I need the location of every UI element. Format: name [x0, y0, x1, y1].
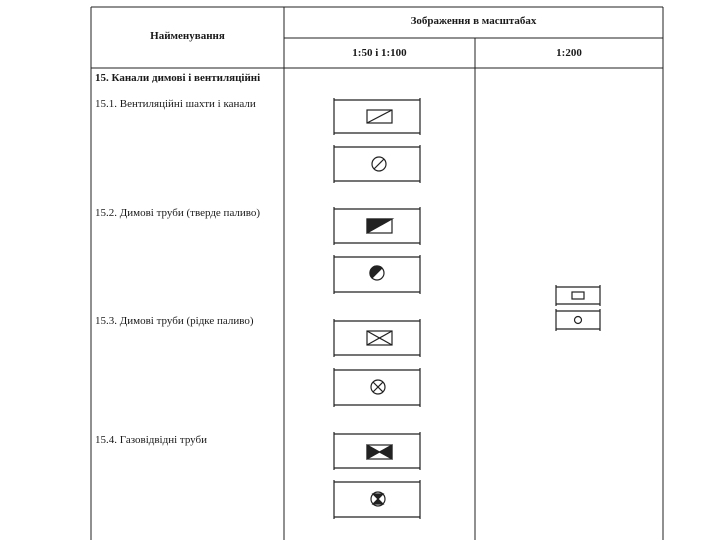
gas-exhaust-circle-symbol	[334, 480, 420, 519]
ventilation-shaft-circle-symbol	[334, 145, 420, 183]
solid-fuel-circle-symbol	[334, 255, 420, 294]
header-scale-1: 1:50 і 1:100	[352, 47, 407, 59]
gas-exhaust-rect-symbol	[334, 432, 420, 470]
section-title: 15. Канали димові і вентиляційні	[95, 72, 261, 84]
row-label-solid-fuel: 15.2. Димові труби (тверде паливо)	[95, 207, 261, 219]
header-scales-group: Зображення в масштабах	[410, 15, 537, 27]
header-scale-2: 1:200	[556, 47, 582, 59]
liquid-fuel-circle-symbol	[334, 368, 420, 407]
solid-fuel-rect-symbol	[334, 207, 420, 245]
row-label-ventilation: 15.1. Вентиляційні шахти і канали	[95, 98, 256, 110]
row-label-gas-exhaust: 15.4. Газовідвідні труби	[95, 434, 208, 446]
scale-200-rect-symbol	[556, 285, 600, 306]
ventilation-shaft-rect-symbol	[334, 98, 420, 135]
scale-200-circle-symbol	[556, 309, 600, 331]
header-name-column: Найменування	[150, 30, 225, 42]
liquid-fuel-rect-symbol	[334, 319, 420, 357]
row-label-liquid-fuel: 15.3. Димові труби (рідке паливо)	[95, 315, 254, 327]
